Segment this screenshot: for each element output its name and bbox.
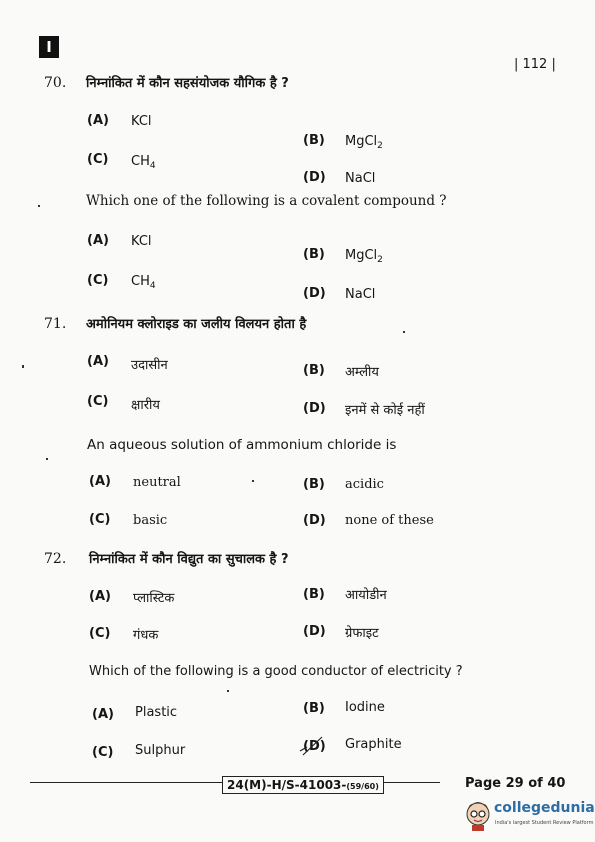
scan-speck <box>227 690 229 692</box>
q71-english: An aqueous solution of ammonium chloride is <box>87 437 397 453</box>
watermark-tagline: India's largest Student Review Platform <box>495 820 594 826</box>
q70-en-d-label: (D) <box>303 286 326 301</box>
q72-en-d-label: (D) <box>303 739 326 754</box>
q71-en-a-text: neutral <box>133 475 181 490</box>
q71-en-a-label: (A) <box>89 474 111 489</box>
q70-en-b-label: (B) <box>303 247 325 262</box>
q70-hi-c-label: (C) <box>87 152 109 167</box>
q72-en-a-label: (A) <box>92 707 114 722</box>
page-number: Page 29 of 40 <box>465 776 566 791</box>
q72-hi-d-label: (D) <box>303 624 326 639</box>
q70-english: Which one of the following is a covalent compound ? <box>86 193 447 209</box>
mascot-logo-icon <box>464 798 492 832</box>
q70-hi-d-label: (D) <box>303 170 326 185</box>
q72-en-b-label: (B) <box>303 701 325 716</box>
q70-en-d-text: NaCl <box>345 287 376 302</box>
q70-hi-a-label: (A) <box>87 113 109 128</box>
scan-speck <box>403 331 405 333</box>
scan-speck <box>38 205 40 207</box>
q70-hi-a-text: KCl <box>131 114 152 129</box>
q71-hi-b-text: अम्लीय <box>345 365 379 380</box>
scan-speck <box>22 365 24 368</box>
q72-hindi: निम्नांकित में कौन विद्युत का सुचालक है ? <box>89 552 289 567</box>
q72-hi-b-text: आयोडीन <box>345 588 387 603</box>
q70-hi-c-text: $CH_4$ <box>131 154 156 171</box>
q70-en-c-text: $CH_4$ <box>131 274 156 291</box>
q71-number: 71. <box>44 316 67 332</box>
page-ref: | 112 | <box>514 57 556 72</box>
q72-hi-a-label: (A) <box>89 589 111 604</box>
q71-hi-c-text: क्षारीय <box>131 398 160 413</box>
watermark-brand: collegedunia <box>494 800 595 816</box>
q70-en-a-label: (A) <box>87 233 109 248</box>
scan-speck <box>46 458 48 460</box>
q71-en-b-text: acidic <box>345 477 384 492</box>
q72-hi-d-text: ग्रेफाइट <box>345 626 379 641</box>
q72-en-b-text: Iodine <box>345 700 385 715</box>
q70-hindi: निम्नांकित में कौन सहसंयोजक यौगिक है ? <box>86 76 289 91</box>
q70-number: 70. <box>44 75 67 91</box>
q70-en-c-label: (C) <box>87 273 109 288</box>
q71-hi-d-text: इनमें से कोई नहीं <box>345 403 425 418</box>
q70-en-b-text: MgCl$_2$ <box>345 248 383 265</box>
q72-en-c-label: (C) <box>92 745 114 760</box>
q70-hi-d-text: NaCl <box>345 171 376 186</box>
paper-code: 24(M)-H/S-41003-(59/60) <box>222 776 384 794</box>
answer-tick-mark <box>298 735 328 757</box>
q70-en-a-text: KCl <box>131 234 152 249</box>
q72-hi-c-text: गंधक <box>133 628 159 643</box>
q71-hi-a-text: उदासीन <box>131 358 168 373</box>
q71-en-b-label: (B) <box>303 477 325 492</box>
q72-number: 72. <box>44 551 67 567</box>
collegedunia-watermark <box>462 796 595 836</box>
q72-hi-c-label: (C) <box>89 626 111 641</box>
q71-hi-c-label: (C) <box>87 394 109 409</box>
q71-hi-d-label: (D) <box>303 401 326 416</box>
q72-hi-a-text: प्लास्टिक <box>133 591 175 606</box>
set-label: I <box>39 36 59 58</box>
q71-en-d-label: (D) <box>303 513 326 528</box>
q70-hi-b-label: (B) <box>303 133 325 148</box>
q72-hi-b-label: (B) <box>303 587 325 602</box>
q71-en-c-label: (C) <box>89 512 111 527</box>
q71-en-c-text: basic <box>133 513 168 528</box>
q72-en-a-text: Plastic <box>135 705 178 720</box>
q71-hi-b-label: (B) <box>303 363 325 378</box>
q72-en-c-text: Sulphur <box>135 743 186 758</box>
q71-hindi: अमोनियम क्लोराइड का जलीय विलयन होता है <box>86 317 307 332</box>
q72-en-d-text: Graphite <box>345 737 402 752</box>
q70-hi-b-text: MgCl$_2$ <box>345 134 383 151</box>
q72-english: Which of the following is a good conductor of electricity ? <box>89 664 463 679</box>
q71-en-d-text: none of these <box>345 513 434 528</box>
scan-speck <box>252 480 254 482</box>
q71-hi-a-label: (A) <box>87 354 109 369</box>
